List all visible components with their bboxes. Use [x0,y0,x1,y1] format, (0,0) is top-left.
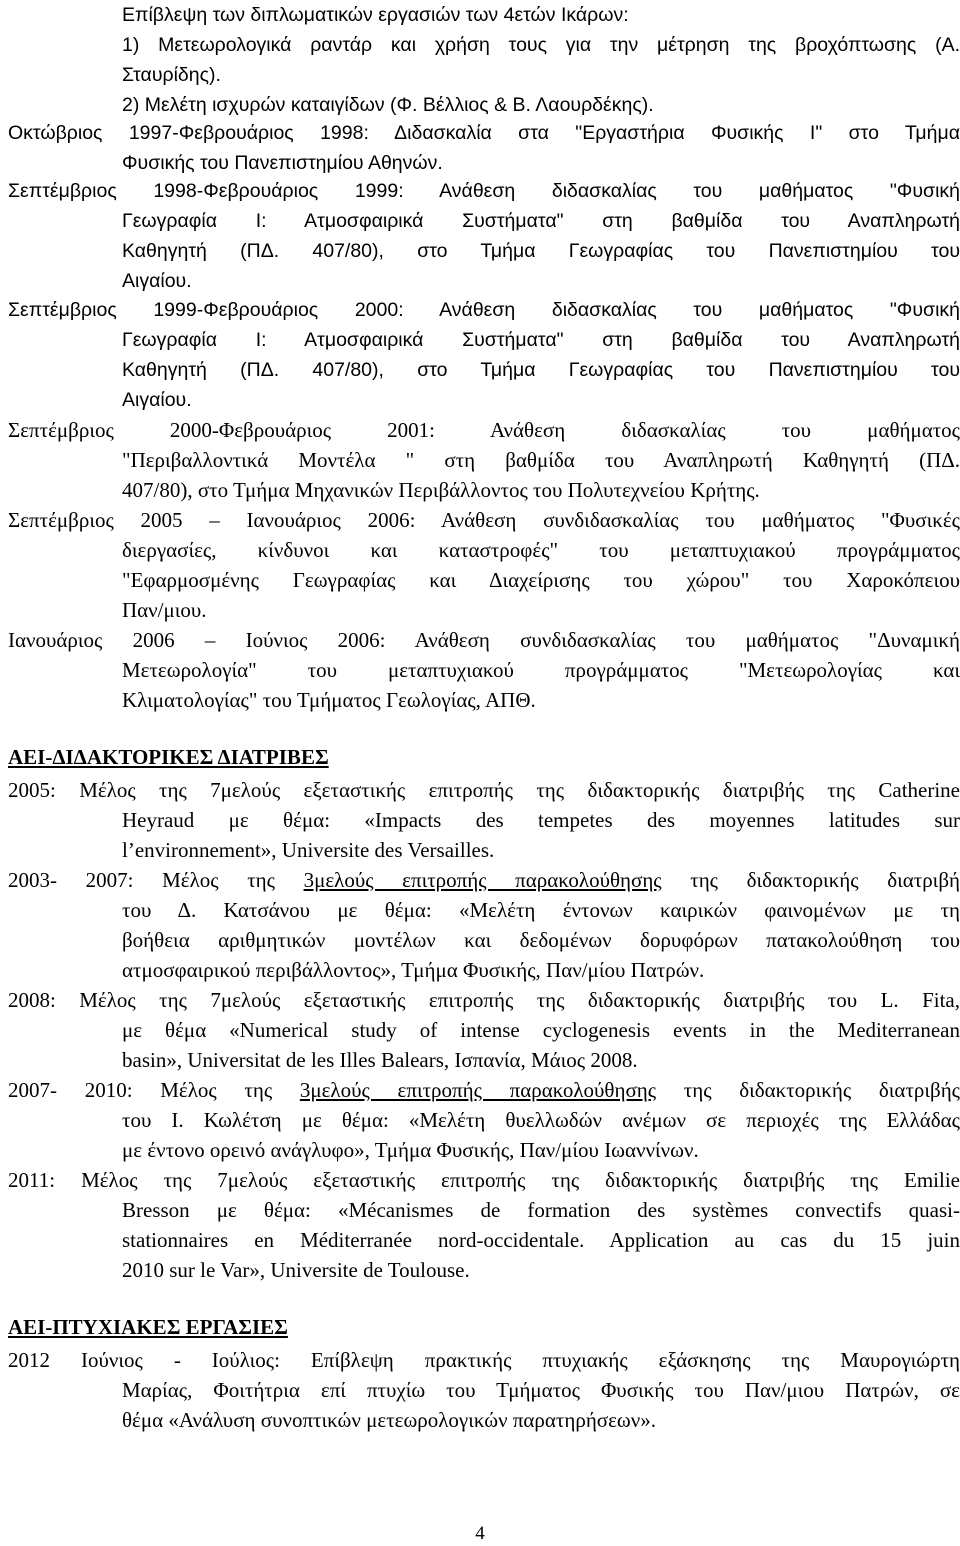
section-heading-phd: ΑΕΙ-ΔΙΔΑΚΤΟΡΙΚΕΣ ΔΙΑΤΡΙΒΕΣ [8,745,329,769]
entry-line: Καθηγητή (ΠΔ. 407/80), στο Τμήμα Γεωγραφίας του Πανεπιστημίου του [122,240,960,262]
supervision-line: 1) Μετεωρολογικά ραντάρ και χρήση τους για την μέτρηση της βροχόπτωσης (Α. [122,34,960,56]
entry-line: του Δ. Κατσάνου με θέμα: «Μελέτη έντονων καιρικών φαινομένων με τη [122,898,960,922]
teaching-entry [0,176,960,296]
entry-line: Σεπτέμβριος 2000-Φεβρουάριος 2001: Ανάθεση διδασκαλίας του μαθήματος [8,418,960,442]
supervision-line: Σταυρίδης). [122,64,221,86]
phd-entry [0,985,960,1075]
entry-line: 2012 Ιούνιος - Ιούλιος: Επίβλεψη πρακτικής πτυχιακής εξάσκησης της Μαυρογιώρτη [8,1348,960,1372]
entry-line: Γεωγραφία Ι: Ατμοσφαιρικά Συστήματα" στη βαθμίδα του Αναπληρωτή [122,210,960,232]
entry-line: Αιγαίου. [122,270,192,292]
entry-line: Γεωγραφία Ι: Ατμοσφαιρικά Συστήματα" στη βαθμίδα του Αναπληρωτή [122,329,960,351]
entry-line: Παν/μιου. [122,598,207,622]
entry-suffix: της διδακτορικής διατριβή [661,868,960,892]
entry-line: Καθηγητή (ΠΔ. 407/80), στο Τμήμα Γεωγραφίας του Πανεπιστημίου του [122,359,960,381]
supervision-line: Επίβλεψη των διπλωματικών εργασιών των 4ετών Ικάρων: [122,4,629,26]
entry-line: Μετεωρολογία" του μεταπτυχιακού προγράμματος "Μετεωρολογίας και [122,658,960,682]
entry-line: Οκτώβριος 1997-Φεβρουάριος 1998: Διδασκαλία στα "Εργαστήρια Φυσικής Ι" στο Τμήμα [8,122,960,144]
entry-line: με θέμα «Numerical study of intense cyclogenesis events in the Mediterranean [122,1018,960,1042]
entry-line: "Περιβαλλοντικά Μοντέλα " στη βαθμίδα του Αναπληρωτή Καθηγητή (ΠΔ. [122,448,960,472]
entry-line [0,865,960,895]
underlined-committee: 3μελούς επιτροπής παρακολούθησης [299,1078,657,1102]
entry-line: 407/80), στο Τμήμα Μηχανικών Περιβάλλοντος του Πολυτεχνείου Κρήτης. [122,478,760,502]
entry-line: Heyraud με θέμα: «Impacts des tempetes des moyennes latitudes sur [122,808,960,832]
entry-line: Ιανουάριος 2006 – Ιούνιος 2006: Ανάθεση συνδιδασκαλίας του μαθήματος "Δυναμική [8,628,960,652]
page-number: 4 [475,1523,485,1544]
teaching-entry [0,295,960,415]
entry-line: Σεπτέμβριος 1999-Φεβρουάριος 2000: Ανάθεση διδασκαλίας του μαθήματος "Φυσική [8,299,960,321]
phd-entry [0,865,960,985]
phd-entry [0,775,960,865]
teaching-entry [0,505,960,625]
entry-line: 2008: Μέλος της 7μελούς εξεταστικής επιτροπής της διδακτορικής διατριβής του L. Fita, [8,988,960,1012]
entry-line: Φυσικής του Πανεπιστημίου Αθηνών. [122,152,443,174]
section-heading-ptyx: ΑΕΙ-ΠΤΥΧΙΑΚΕΣ ΕΡΓΑΣΙΕΣ [8,1315,288,1339]
entry-line: 2011: Μέλος της 7μελούς εξεταστικής επιτροπής της διδακτορικής διατριβής της Emilie [8,1168,960,1192]
ptyx-entry [0,1345,960,1435]
teaching-entry [0,625,960,715]
entry-prefix: 2003- 2007: Μέλος της [8,868,304,892]
phd-entry [0,1165,960,1285]
entry-line: basin», Universitat de les Illes Balears, Ισπανία, Μάιος 2008. [122,1048,638,1072]
entry-line: διεργασίες, κίνδυνοι και καταστροφές" του μεταπτυχιακού προγράμματος [122,538,960,562]
entry-line: με έντονο ορεινό ανάγλυφο», Τμήμα Φυσικής, Παν/μίου Ιωαννίνων. [122,1138,699,1162]
entry-line: Κλιματολογίας" του Τμήματος Γεωλογίας, ΑΠΘ. [122,688,536,712]
entry-line: Σεπτέμβριος 2005 – Ιανουάριος 2006: Ανάθεση συνδιδασκαλίας του μαθήματος "Φυσικές [8,508,960,532]
entry-line: ατμοσφαιρικού περιβάλλοντος», Τμήμα Φυσικής, Παν/μίου Πατρών. [122,958,705,982]
entry-line: θέμα «Ανάλυση συνοπτικών μετεωρολογικών παρατηρήσεων». [122,1408,657,1432]
entry-line: Bresson με θέμα: «Mécanismes de formation des systèmes convectifs quasi- [122,1198,960,1222]
supervision-line: 2) Μελέτη ισχυρών καταιγίδων (Φ. Βέλλιος & Β. Λαουρδέκης). [122,94,654,116]
entry-line: 2005: Μέλος της 7μελούς εξεταστικής επιτροπής της διδακτορικής διατριβής της Catherine [8,778,960,802]
entry-line: stationnaires en Méditerranée nord-occidentale. Application au cas du 15 juin [122,1228,960,1252]
entry-line: l’environnement», Universite des Versailles. [122,838,495,862]
teaching-entry [0,415,960,505]
entry-prefix: 2007- 2010: Μέλος της [8,1078,300,1102]
entry-line: Σεπτέμβριος 1998-Φεβρουάριος 1999: Ανάθεση διδασκαλίας του μαθήματος "Φυσική [8,180,960,202]
teaching-entry [0,118,960,178]
underlined-committee: 3μελούς επιτροπής παρακολούθησης [303,868,662,892]
entry-line: Αιγαίου. [122,389,192,411]
entry-suffix: της διδακτορικής διατριβής [656,1078,960,1102]
entry-line: βοήθεια αριθμητικών μοντέλων και δεδομένων δορυφόρων πατακολούθηση του [122,928,960,952]
entry-line: του Ι. Κωλέτση με θέμα: «Μελέτη θυελλωδών ανέμων σε περιοχές της Ελλάδας [122,1108,960,1132]
phd-entry [0,1075,960,1165]
entry-line [0,1075,960,1105]
entry-line: Μαρίας, Φοιτήτρια επί πτυχίω του Τμήματος Φυσικής του Παν/μιου Πατρών, σε [122,1378,960,1402]
entry-line: "Εφαρμοσμένης Γεωγραφίας και Διαχείρισης του χώρου" του Χαροκόπειου [122,568,960,592]
entry-line: 2010 sur le Var», Universite de Toulouse. [122,1258,470,1282]
